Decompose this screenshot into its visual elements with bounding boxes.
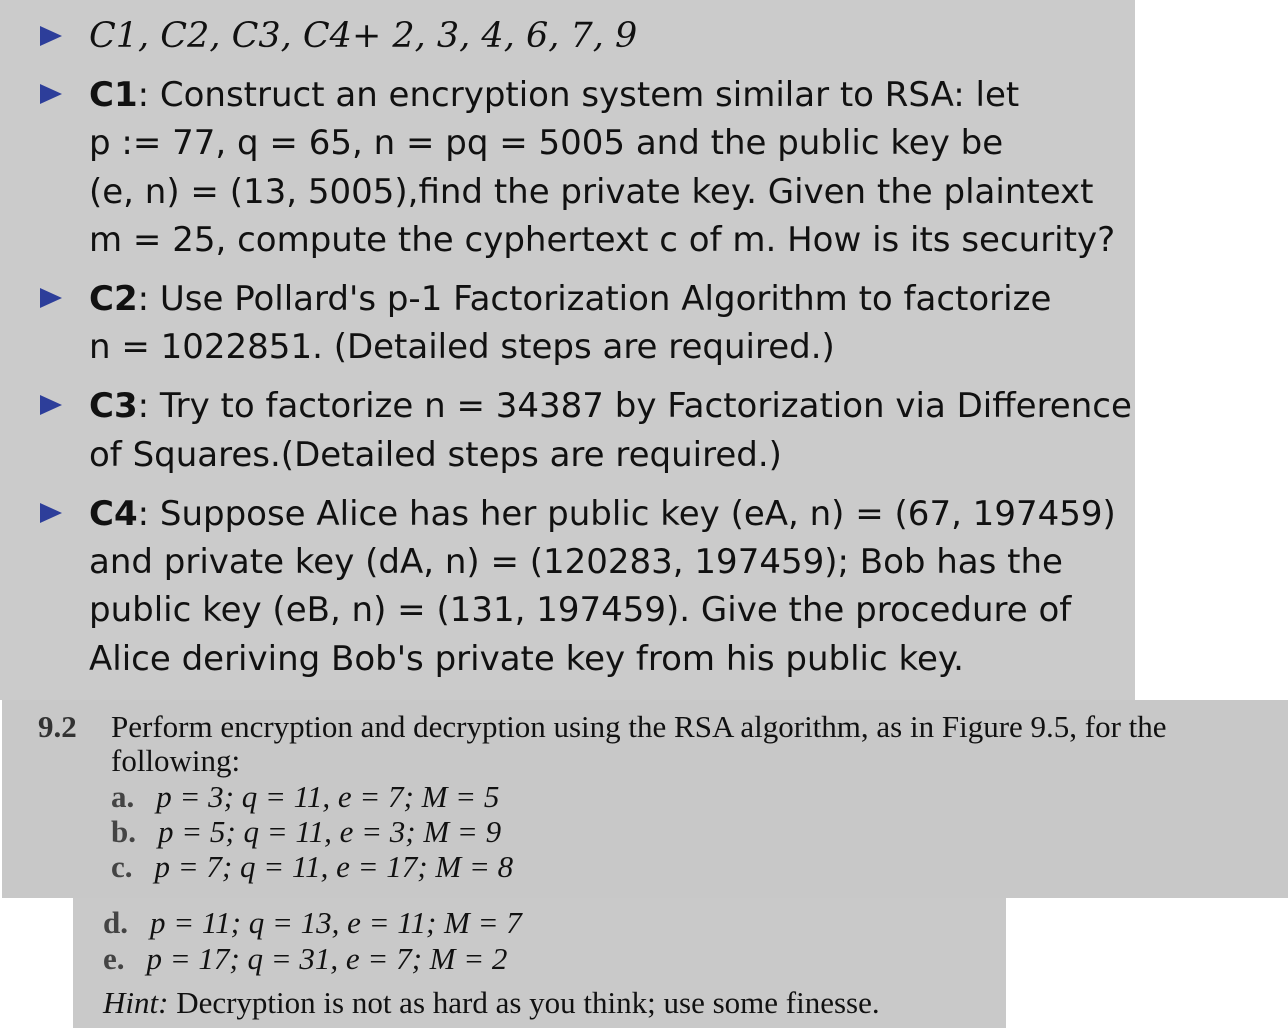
c3-line-2: of Squares.(Detailed steps are required.) — [89, 435, 782, 475]
textbook-continuation-panel — [73, 898, 1006, 1028]
bullet-overview: C1, C2, C3, C4+ 2, 3, 4, 6, 7, 9 — [89, 16, 638, 56]
c1-line-4: m = 25, compute the cyphertext c of m. How is its security? — [89, 220, 1116, 260]
c2-line-2: n = 1022851. (Detailed steps are required.) — [89, 327, 835, 367]
c2-label: C2 — [89, 279, 138, 319]
problem-item-e: e. p = 17; q = 31, e = 7; M = 2 — [103, 941, 508, 976]
c4-line-3: public key (eB, n) = (131, 197459). Give the procedure of — [89, 590, 1072, 630]
c2-line-1: C2: Use Pollard's p-1 Factorization Algorithm to factorize — [89, 279, 1052, 319]
problem-number: 9.2 — [38, 709, 77, 744]
c4-label: C4 — [89, 494, 138, 534]
c3-line-1: C3: Try to factorize n = 34387 by Factorization via Difference — [89, 386, 1132, 426]
c4-line-1: C4: Suppose Alice has her public key (eA, n) = (67, 197459) — [89, 494, 1116, 534]
c4-line-4: Alice deriving Bob's private key from his public key. — [89, 639, 964, 679]
bullet-triangle-icon — [40, 395, 62, 415]
c3-label: C3 — [89, 386, 138, 426]
c1-label: C1 — [89, 75, 138, 115]
bullet-triangle-icon — [40, 288, 62, 308]
hint-line — [103, 986, 880, 1020]
c1-line-3: (e, n) = (13, 5005),find the private key. Given the plaintext — [89, 172, 1094, 212]
bullet-triangle-icon — [40, 26, 62, 46]
problem-intro-line-1: Perform encryption and decryption using the RSA algorithm, as in Figure 9.5, for the — [111, 709, 1167, 744]
problem-item-b: b. p = 5; q = 11, e = 3; M = 9 — [111, 814, 502, 849]
c1-line-1: C1: Construct an encryption system similar to RSA: let — [89, 75, 1020, 115]
problem-intro-line-2: following: — [111, 743, 241, 778]
textbook-problem-panel — [2, 700, 1288, 898]
problem-item-a: a. p = 3; q = 11, e = 7; M = 5 — [111, 779, 500, 814]
problem-item-d: d. p = 11; q = 13, e = 11; M = 7 — [103, 905, 522, 940]
hint-label: Hint: — [103, 985, 169, 1020]
c1-line-2: p := 77, q = 65, n = pq = 5005 and the public key be — [89, 123, 1004, 163]
c4-line-2: and private key (dA, n) = (120283, 197459); Bob has the — [89, 542, 1063, 582]
problem-item-c: c. p = 7; q = 11, e = 17; M = 8 — [111, 849, 514, 884]
hint-text: Decryption is not as hard as you think; use some finesse. — [168, 985, 880, 1020]
bullet-triangle-icon — [40, 84, 62, 104]
bullet-triangle-icon — [40, 503, 62, 523]
